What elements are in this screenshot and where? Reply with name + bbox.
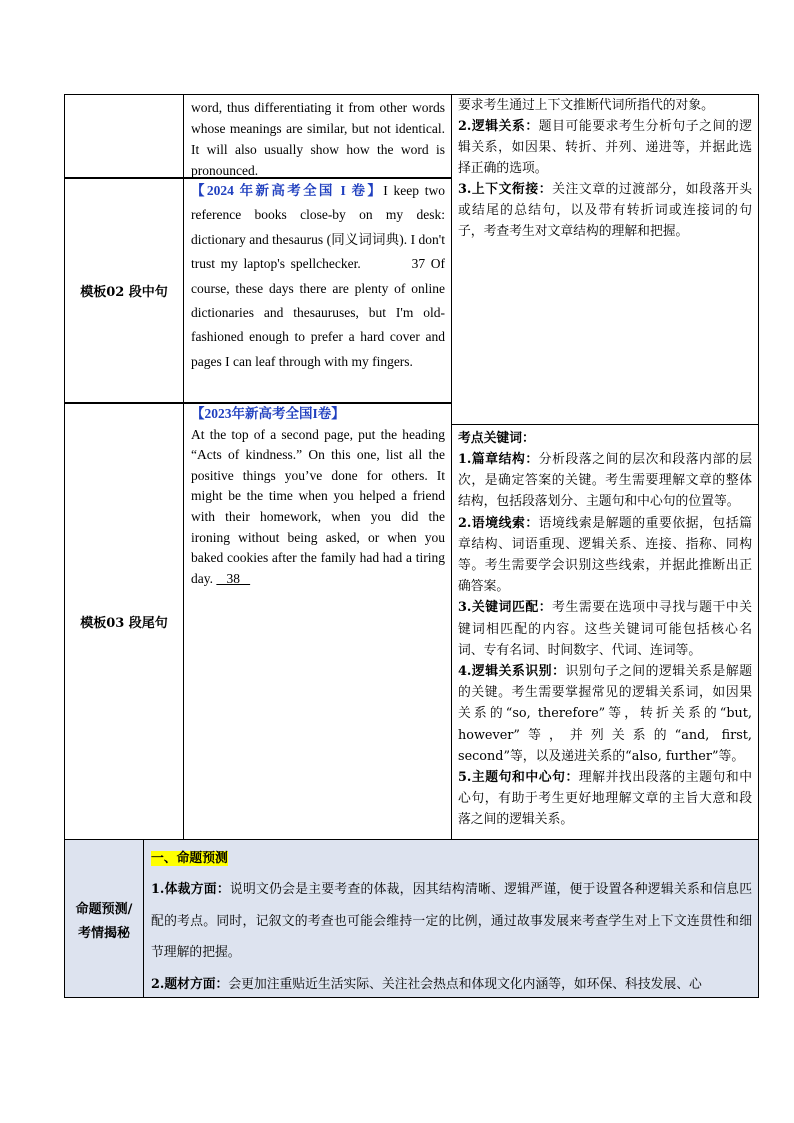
- keypoints-title: 考点关键词：: [458, 431, 535, 446]
- row1-example-cell: [183, 94, 452, 178]
- keypoint-item: [458, 449, 752, 513]
- row3-example-text: 【2023年新高考全国I卷】 At the top of a second page, put the heading “Acts of kindness.” On this one, list all the positive things you’ve done for others. It might be the time when you helped a friend with their homework, when you did the ironing without being asked, or when you baked cookies after the family had had a tiring day. 38: [191, 406, 445, 586]
- analysis-item: [458, 116, 752, 179]
- blank-37: 37: [411, 256, 426, 272]
- keypoint-item: [458, 513, 752, 598]
- analysis-item-heading: 3.上下文衔接：: [458, 182, 553, 197]
- forecast-label-2: 考情揭秘: [77, 926, 130, 941]
- forecast-item-text: 说明文仍会是主要考查的体裁，因其结构清晰、逻辑严谨，便于设置各种逻辑关系和信息匹配的考点。同时，记叙文的考查也可能会维持一定的比例，通过故事发展来考查学生对上下文连贯性和细节理解的把握。: [151, 882, 753, 960]
- forecast-item-heading: 1.体裁方面：: [151, 882, 230, 897]
- blank-38: 38: [226, 570, 240, 586]
- analysis-list: [458, 95, 752, 242]
- keypoint-item-text: 识别句子之间的逻辑关系是解题的关键。考生需要掌握常见的逻辑关系词，如因果关系的“so, therefore”等，转折关系的“but, however”等，并列关系的“and, first, second”等，以及递进关系的“also, further”等。: [458, 664, 753, 764]
- keypoint-item-heading: 5.主题句和中心句：: [458, 770, 579, 786]
- forecast-item: [151, 874, 752, 969]
- row2-label-cell: [64, 178, 184, 403]
- analysis-item-heading: 2.逻辑关系：: [458, 119, 539, 134]
- row1-label-cell: [64, 94, 184, 178]
- forecast-label-cell: [64, 839, 144, 998]
- row2-label: 模板02 段中句: [80, 285, 168, 300]
- analysis-item: [458, 179, 752, 242]
- keypoint-item-text: 理解并找出段落的主题句和中心句，有助于考生更好地理解文章的主旨大意和段落之间的逻辑关系。: [458, 770, 753, 828]
- row3-example-cell: [183, 403, 452, 840]
- keypoint-item-text: 分析段落之间的层次和段落内部的层次，是确定答案的关键。考生需要理解文章的整体结构，包括段落划分、主题句和中心句的位置等。: [458, 452, 753, 510]
- row2-example-text: 【2024 年新高考全国 I 卷】I keep two reference books close-by on my desk: dictionary and thesaurus (同义词词典). I don't trust my laptop's spellchecker. 37 Of course, these days there are plenty of online dictionaries and thesauruses, but I'm old-fashioned enough to prefer a hard cover and pages I can leaf through with my fingers.: [191, 183, 446, 369]
- keypoint-item: [458, 661, 752, 767]
- forecast-content-cell: [143, 839, 759, 998]
- row2-example-cell: [183, 178, 452, 403]
- forecast-item-heading: 2.题材方面：: [151, 976, 229, 992]
- row3-label-cell: [64, 403, 184, 840]
- row2-source: 【2024 年新高考全国 I 卷】: [191, 183, 384, 198]
- keypoint-item: [458, 767, 752, 831]
- row3-source: 【2023年新高考全国I卷】: [191, 406, 345, 421]
- row1-2-analysis-cell: [451, 94, 759, 425]
- keypoint-item: [458, 597, 752, 661]
- keypoint-item-text: 考生需要在选项中寻找与题干中关键词相匹配的内容。这些关键词可能包括核心名词、专有名词、时间数字、代词、连词等。: [458, 600, 753, 658]
- row3-label: 模板03 段尾句: [80, 616, 168, 631]
- keypoint-item-text: 语境线索是解题的重要依据，包括篇章结构、词语重现、逻辑关系、连接、指称、同构等。考生需要学会识别这些线索，并据此推断出正确答案。: [458, 515, 753, 595]
- keypoint-item-heading: 4.逻辑关系识别：: [458, 664, 566, 680]
- analysis-item: [458, 95, 752, 116]
- analysis-item-text: 要求考生通过上下文推断代词所指代的对象。: [458, 98, 714, 113]
- forecast-item: [151, 969, 752, 1001]
- analysis-item-text: 题目可能要求考生分析句子之间的逻辑关系，如因果、转折、并列、递进等，并据此选择正确的选项。: [458, 119, 753, 176]
- forecast-item-text: 会更加注重贴近生活实际、关注社会热点和体现文化内涵等，如环保、科技发展、心: [228, 976, 702, 992]
- keypoint-item-heading: 2.语境线索：: [458, 515, 539, 531]
- analysis-item-text: 关注文章的过渡部分，如段落开头或结尾的总结句，以及带有转折词或连接词的句子，考查考生对文章结构的理解和把握。: [458, 182, 753, 239]
- forecast-heading: 一、命题预测: [151, 851, 228, 866]
- forecast-label-1: 命题预测/: [75, 902, 133, 917]
- keypoint-item-heading: 3.关键词匹配：: [458, 600, 553, 616]
- keypoints-list: [458, 449, 752, 831]
- keypoints-cell: [451, 424, 759, 840]
- row1-example-text: word, thus differentiating it from other words whose meanings are similar, but not identical. It will also usually show how the word is pronounced.: [191, 100, 445, 178]
- forecast-list: [151, 874, 752, 1000]
- keypoint-item-heading: 1.篇章结构：: [458, 452, 539, 467]
